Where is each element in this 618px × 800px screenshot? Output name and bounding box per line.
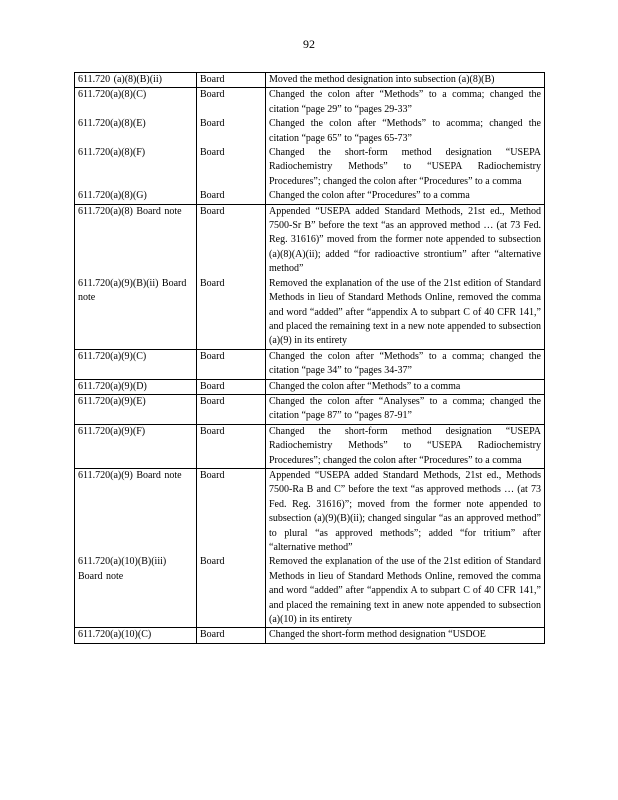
change-description-cell: Changed the colon after “Procedures” to a comma [266, 189, 545, 204]
section-cell: 611.720(a)(10)(C) [75, 628, 197, 643]
proposed-by-cell: Board [197, 189, 266, 204]
section-cell: 611.720(a)(8) Board note [75, 204, 197, 277]
page-number: 92 [303, 37, 315, 51]
proposed-by-cell: Board [197, 468, 266, 555]
change-description-cell: Changed the colon after “Methods” to acomma; changed the citation “page 65” to “pages 65-73” [266, 117, 545, 146]
table-row [75, 424, 545, 468]
table-row [75, 379, 545, 394]
section-cell: 611.720(a)(9)(F) [75, 424, 197, 468]
proposed-by-cell: Board [197, 73, 266, 88]
proposed-by-cell: Board [197, 379, 266, 394]
section-cell: 611.720 (a)(8)(B)(ii) [75, 73, 197, 88]
table-row [75, 88, 545, 117]
proposed-by-cell: Board [197, 424, 266, 468]
change-description-cell: Changed the colon after “Methods” to a comma; changed the citation “page 34” to “pages 34-37” [266, 349, 545, 379]
section-cell: 611.720(a)(9) Board note [75, 468, 197, 555]
proposed-by-cell: Board [197, 117, 266, 146]
table-row [75, 628, 545, 643]
change-description-cell: Removed the explanation of the use of the 21st edition of Standard Methods in lieu of Standard Methods Online, removed the comma and word “added” after “appendix A to subpart C of 40 CFR 141,” and placed the remaining text in anew note appended to subsection (a)(10) in its entirety [266, 555, 545, 628]
table-row [75, 73, 545, 88]
change-description-cell: Appended “USEPA added Standard Methods, 21st ed., Method 7500-Sr B” before the text “as an approved method … (at 73 Fed. Reg. 31616)” moved from the former note appended to subsection (a)(8)(A)(ii); added “for radioactive strontium” after “alternative method” [266, 204, 545, 277]
proposed-by-cell: Board [197, 204, 266, 277]
table-row [75, 394, 545, 424]
table-row [75, 189, 545, 204]
change-description-cell: Changed the colon after “Analyses” to a comma; changed the citation “page 87” to “pages 87-91” [266, 394, 545, 424]
proposed-by-cell: Board [197, 146, 266, 189]
table-row [75, 555, 545, 628]
section-cell: 611.720(a)(9)(D) [75, 379, 197, 394]
table-row [75, 117, 545, 146]
section-cell: 611.720(a)(9)(B)(ii) Board note [75, 277, 197, 350]
change-description-cell: Changed the short-form method designation “USDOE [266, 628, 545, 643]
change-description-cell: Removed the explanation of the use of the 21st edition of Standard Methods in lieu of Standard Methods Online, removed the comma and word “added” after “appendix A to subpart C of 40 CFR 141,” and placed the remaining text in a new note appended to subsection (a)(9) in its entirety [266, 277, 545, 350]
table-row [75, 277, 545, 350]
amendments-table-body [75, 73, 545, 644]
change-description-cell: Appended “USEPA added Standard Methods, 21st ed., Methods 7500-Ra B and C” before the text “as approved methods … (at 73 Fed. Reg. 31616)”; moved from the former note appended to subsection (a)(9)(B)(ii); changed singular “as an approved method” to plural “as approved methods”; added “for tritium” after “alternative method” [266, 468, 545, 555]
change-description-cell: Changed the colon after “Methods” to a comma [266, 379, 545, 394]
proposed-by-cell: Board [197, 349, 266, 379]
section-cell: 611.720(a)(8)(E) [75, 117, 197, 146]
change-description-cell: Changed the colon after “Methods” to a comma; changed the citation “page 29” to “pages 29-33” [266, 88, 545, 117]
table-row [75, 146, 545, 189]
change-description-cell: Moved the method designation into subsection (a)(8)(B) [266, 73, 545, 88]
section-cell: 611.720(a)(9)(E) [75, 394, 197, 424]
change-description-cell: Changed the short-form method designation “USEPA Radiochemistry Methods” to “USEPA Radiochemistry Procedures”; changed the colon after “Procedures” to a comma [266, 424, 545, 468]
table-row [75, 349, 545, 379]
section-cell: 611.720(a)(8)(F) [75, 146, 197, 189]
change-description-cell: Changed the short-form method designation “USEPA Radiochemistry Methods” to “USEPA Radiochemistry Procedures”; changed the colon after “Procedures” to a comma [266, 146, 545, 189]
section-cell: 611.720(a)(10)(B)(iii) Board note [75, 555, 197, 628]
proposed-by-cell: Board [197, 555, 266, 628]
section-cell: 611.720(a)(8)(G) [75, 189, 197, 204]
proposed-by-cell: Board [197, 88, 266, 117]
proposed-by-cell: Board [197, 277, 266, 350]
section-cell: 611.720(a)(9)(C) [75, 349, 197, 379]
table-row [75, 204, 545, 277]
proposed-by-cell: Board [197, 628, 266, 643]
table-row [75, 468, 545, 555]
amendments-table [74, 72, 545, 644]
section-cell: 611.720(a)(8)(C) [75, 88, 197, 117]
proposed-by-cell: Board [197, 394, 266, 424]
